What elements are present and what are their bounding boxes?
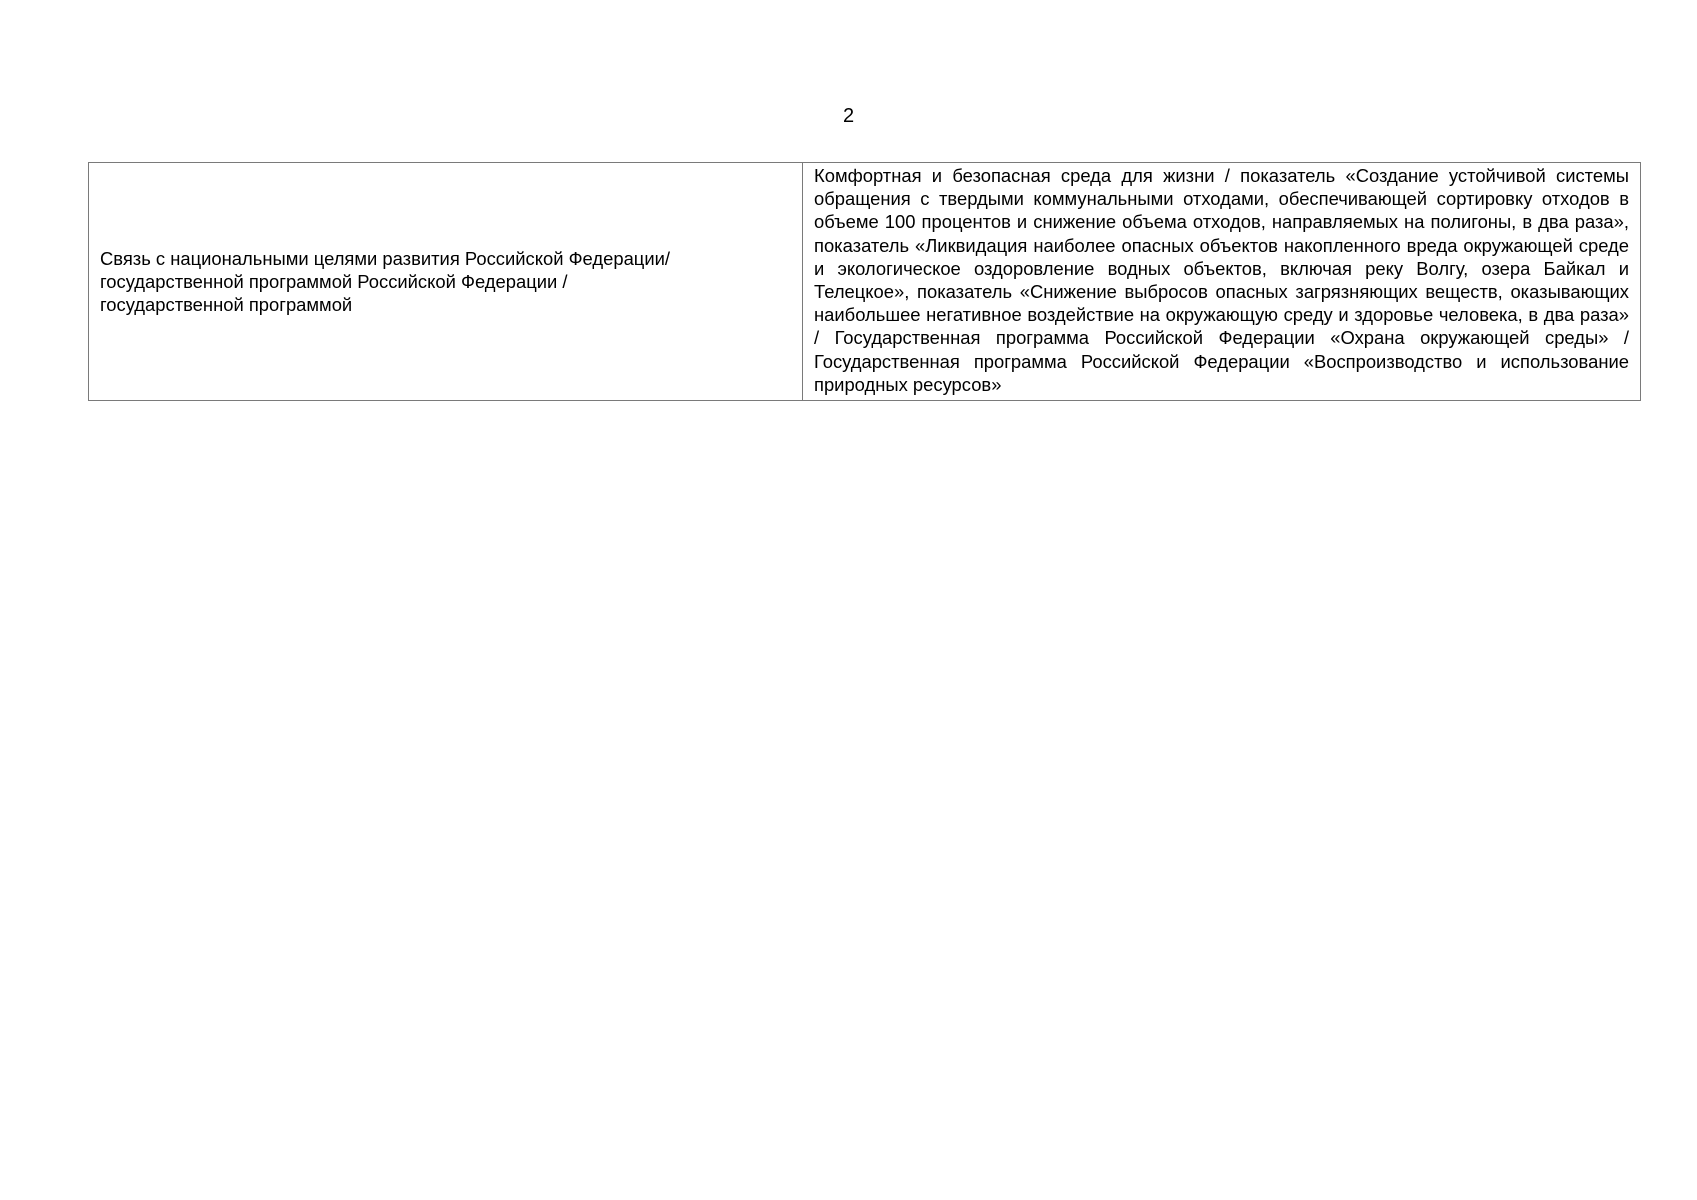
row-label-cell	[89, 163, 803, 401]
row-value-cell: Комфортная и безопасная среда для жизни / показатель «Создание устойчивой системы обращения с твердыми коммунальными отходами, обеспечивающей сортировку отходов в объеме 100 процентов и снижение объема отходов, направляемых на полигоны, в два раза», показатель «Ликвидация наиболее опасных объектов накопленного вреда окружающей среде и экологическое оздоровление водных объектов, включая реку Волгу, озера Байкал и Телецкое», показатель «Снижение выбросов опасных загрязняющих веществ, оказывающих наибольшее негативное воздействие на окружающую среду и здоровье человека, в два раза» / Государственная программа Российской Федерации «Охрана окружающей среды» / Государственная программа Российской Федерации «Воспроизводство и использование природных ресурсов»	[803, 163, 1641, 401]
table-row	[89, 163, 1641, 401]
page-number: 2	[842, 105, 855, 127]
row-label-line: Связь с национальными целями развития Российской Федерации/	[100, 247, 670, 269]
passport-table	[88, 162, 1641, 401]
row-label-line: государственной программой Российской Федерации /	[100, 270, 568, 292]
row-label-line: государственной программой	[100, 294, 353, 316]
